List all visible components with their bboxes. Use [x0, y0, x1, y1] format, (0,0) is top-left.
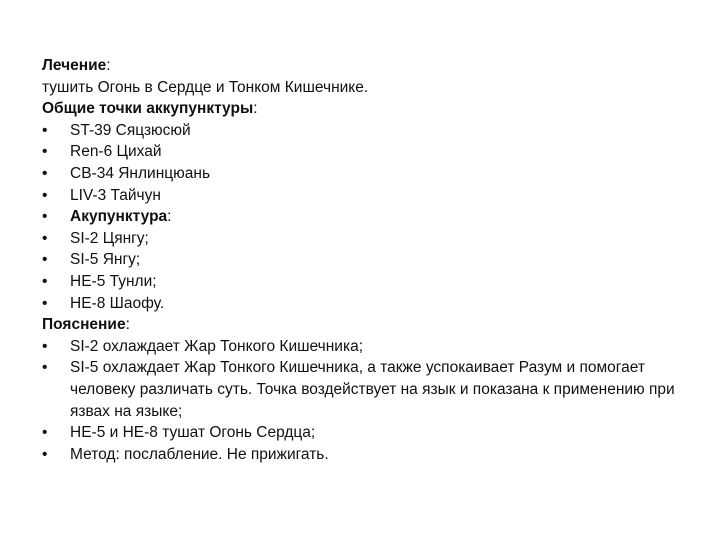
slide-content [42, 55, 682, 465]
bullet-icon: • [42, 294, 48, 312]
list-item-text: HE-8 Шаофу. [70, 294, 165, 312]
list-item-text: Метод: послабление. Не прижигать. [70, 445, 329, 463]
list-item [42, 444, 682, 466]
bullet-icon: • [42, 424, 48, 442]
list-item [42, 185, 682, 207]
bullet-icon: • [42, 359, 48, 377]
explanation-colon: : [125, 316, 130, 334]
bullet-icon: • [42, 164, 48, 182]
bullet-icon: • [42, 445, 48, 463]
list-item [42, 120, 682, 142]
list-item-text: ST-39 Сяцзюсюй [70, 121, 191, 139]
list-item [42, 163, 682, 185]
list-item-text: SI-2 охлаждает Жар Тонкого Кишечника; [70, 337, 363, 355]
list-item-text: SI-5 Янгу; [70, 251, 141, 269]
list-item [42, 422, 682, 444]
bullet-icon: • [42, 143, 48, 161]
points-heading [42, 98, 682, 120]
bullet-icon: • [42, 229, 48, 247]
explanation-heading [42, 314, 682, 336]
list-item-text: HE-5 и HE-8 тушат Огонь Сердца; [70, 424, 316, 442]
treatment-heading [42, 55, 682, 77]
list-item-text: CB-34 Янлинцюань [70, 164, 211, 182]
bullet-icon: • [42, 337, 48, 355]
bullet-icon: • [42, 186, 48, 204]
treatment-label: Лечение [42, 57, 107, 74]
bullet-icon: • [42, 251, 48, 269]
list-item-text: LIV-3 Тайчун [70, 186, 161, 204]
bullet-icon: • [42, 272, 48, 290]
list-item [42, 249, 682, 271]
points-colon: : [253, 100, 258, 118]
list-item-text: SI-2 Цянгу; [70, 229, 149, 247]
bullet-icon: • [42, 208, 48, 226]
explanation-label: Пояснение [42, 316, 126, 334]
bullet-icon: • [42, 121, 48, 139]
list-item [42, 293, 682, 315]
points-label: Общие точки аккупунктуры [42, 100, 254, 118]
list-item-text: HE-5 Тунли; [70, 272, 157, 290]
list-item [42, 141, 682, 163]
acupuncture-heading [42, 206, 682, 228]
list-item-text: SI-5 охлаждает Жар Тонкого Кишечника, а также успокаивает Разум и помогает человеку различать суть. Точка воздействует на язык и показана к применению при язвах на языке; [70, 359, 675, 420]
list-item [42, 271, 682, 293]
acupuncture-colon: : [167, 208, 172, 226]
list-item-text: Ren-6 Цихай [70, 143, 162, 161]
acupuncture-label: Акупунктура [70, 208, 168, 226]
list-item [42, 228, 682, 250]
list-item [42, 336, 682, 358]
list-item [42, 357, 682, 422]
treatment-text: тушить Огонь в Сердце и Тонком Кишечнике. [42, 78, 369, 96]
treatment-colon: : [106, 57, 111, 74]
